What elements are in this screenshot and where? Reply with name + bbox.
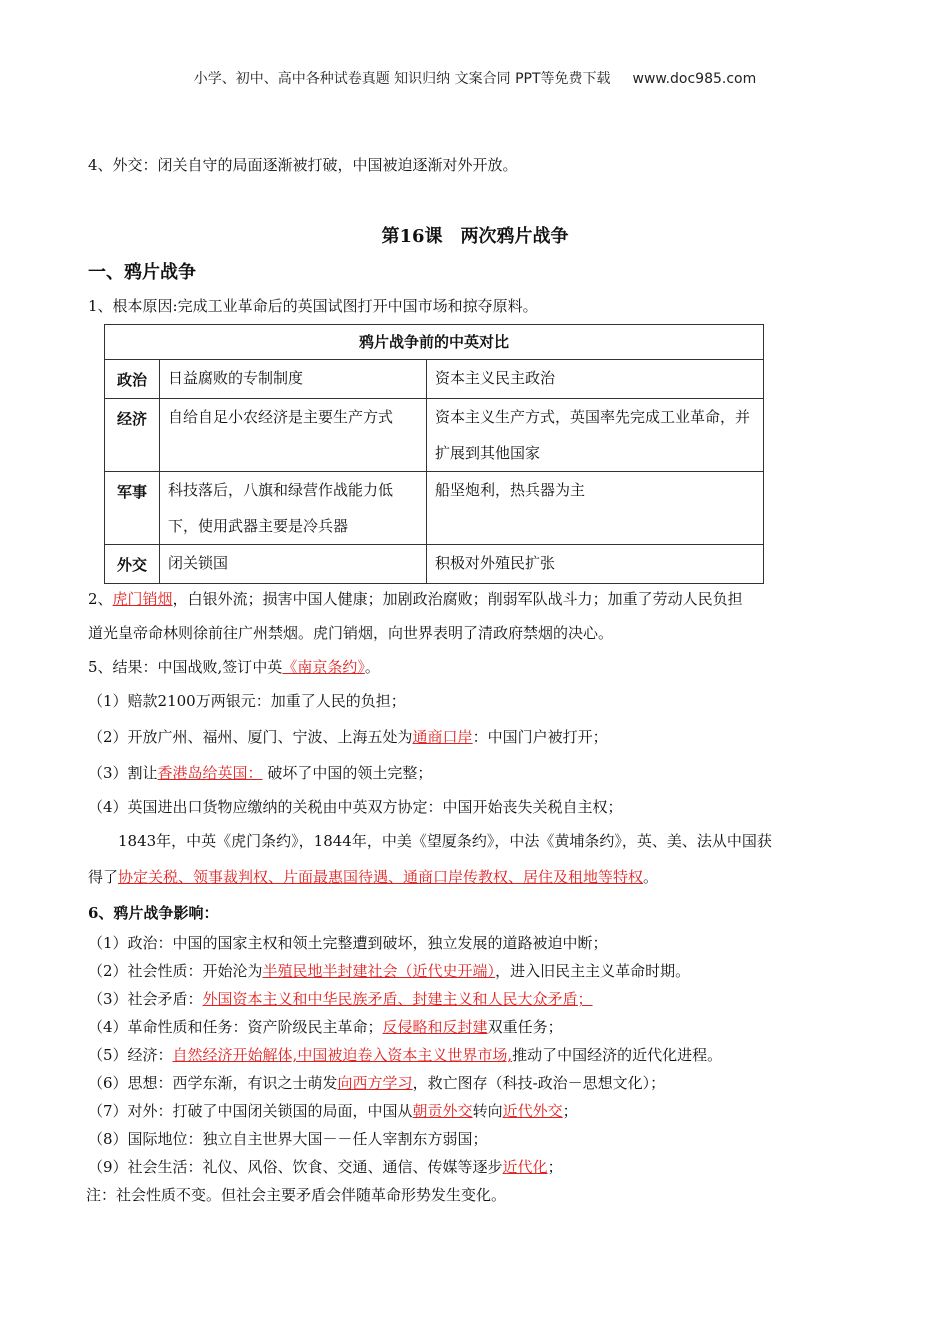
impact-item-2	[88, 960, 890, 982]
i4-prefix: （4）革命性质和任务：资产阶级民主革命；	[88, 1018, 383, 1036]
impact-heading: 6、鸦片战争影响：	[88, 904, 219, 922]
note-line: 注：社会性质不变。但社会主要矛盾会伴随革命形势发生变化。	[86, 1186, 507, 1204]
t2-highlight: 通商口岸	[412, 728, 473, 746]
i7-suffix: ；	[562, 1102, 578, 1120]
page-header	[0, 68, 950, 88]
i9-highlight: 近代化	[502, 1158, 548, 1176]
header-text: 小学、初中、高中各种试卷真题 知识归纳 文案合同 PPT等免费下载	[193, 71, 611, 87]
p5-highlight: 《南京条约》	[282, 658, 365, 676]
t5b-suffix: 。	[643, 868, 659, 886]
t2-suffix: ：中国门户被打开；	[472, 728, 608, 746]
i4-suffix: 双重任务；	[487, 1018, 563, 1036]
treaty-item-3	[88, 762, 890, 784]
p2-rest: ，白银外流；损害中国人健康；加剧政治腐败；削弱军队战斗力；加重了劳动人民负担	[172, 590, 743, 608]
impact-item-4	[88, 1016, 890, 1038]
britain-cell: 资本主义生产方式，英国率先完成工业革命，并扩展到其他国家	[427, 399, 764, 472]
p2-highlight: 虎门销烟	[112, 590, 173, 608]
header-site[interactable]: www.doc985.com	[632, 71, 757, 87]
i2-prefix: （2）社会性质：开始沦为	[88, 962, 263, 980]
i4-highlight: 反侵略和反封建	[382, 1018, 488, 1036]
paragraph-2b: 道光皇帝命林则徐前往广州禁烟。虎门销烟，向世界表明了清政府禁烟的决心。	[88, 624, 614, 642]
i5-prefix: （5）经济：	[88, 1046, 173, 1064]
i6-suffix: ，救亡图存（科技-政治－思想文化）；	[412, 1074, 666, 1092]
t2-prefix: （2）开放广州、福州、厦门、宁波、上海五处为	[88, 728, 413, 746]
intro-line: 4、外交：闭关自守的局面逐渐被打破，中国被迫逐渐对外开放。	[88, 156, 518, 174]
section-heading: 一、鸦片战争	[88, 262, 196, 283]
cause-line: 1、根本原因:完成工业革命后的英国试图打开中国市场和掠夺原料。	[88, 297, 538, 315]
china-cell: 日益腐败的专制制度	[160, 360, 427, 399]
i7-highlight-1: 朝贡外交	[412, 1102, 473, 1120]
t5b-highlight: 协定关税、领事裁判权、片面最惠国待遇、通商口岸传教权、居住及租地等特权	[118, 868, 644, 886]
p5-prefix: 5、结果：中国战败,签订中英	[88, 658, 283, 676]
i7-prefix: （7）对外：打破了中国闭关锁国的局面，中国从	[88, 1102, 413, 1120]
t5b-prefix: 得了	[88, 868, 119, 886]
impact-item-7	[88, 1100, 890, 1122]
t3-suffix: 破坏了中国的领土完整；	[262, 764, 433, 782]
i7-highlight-2: 近代外交	[502, 1102, 563, 1120]
paragraph-5	[88, 656, 890, 678]
impact-item-1: （1）政治：中国的国家主权和领土完整遭到破坏，独立发展的道路被迫中断；	[88, 934, 608, 952]
lesson-title: 第16课 两次鸦片战争	[381, 226, 569, 247]
impact-item-5	[88, 1044, 890, 1066]
row-key: 政治	[105, 360, 160, 399]
i6-highlight: 向西方学习	[337, 1074, 413, 1092]
comparison-table	[104, 324, 764, 584]
p2-prefix: 2、	[88, 590, 113, 608]
paragraph-2	[88, 588, 890, 610]
table-caption: 鸦片战争前的中英对比	[105, 325, 764, 360]
china-cell: 闭关锁国	[160, 545, 427, 584]
i2-suffix: ，进入旧民主主义革命时期。	[495, 962, 691, 980]
i6-prefix: （6）思想：西学东渐，有识之士萌发	[88, 1074, 338, 1092]
i9-suffix: ；	[547, 1158, 563, 1176]
i7-mid: 转向	[472, 1102, 503, 1120]
treaty-item-4: （4）英国进出口货物应缴纳的关税由中英双方协定：中国开始丧失关税自主权；	[88, 798, 623, 816]
impact-item-9	[88, 1156, 890, 1178]
britain-cell: 船坚炮利，热兵器为主	[427, 472, 764, 545]
t3-highlight: 香港岛给英国：	[157, 764, 263, 782]
row-key: 外交	[105, 545, 160, 584]
row-key: 军事	[105, 472, 160, 545]
i5-highlight: 自然经济开始解体,中国被迫卷入资本主义世界市场,	[172, 1046, 513, 1064]
i5-suffix: 推动了中国经济的近代化进程。	[512, 1046, 723, 1064]
treaty-item-1: （1）赔款2100万两银元：加重了人民的负担；	[88, 692, 406, 710]
impact-item-3	[88, 988, 890, 1010]
row-key: 经济	[105, 399, 160, 472]
p5-suffix: 。	[364, 658, 380, 676]
treaty-item-5a: 1843年，中英《虎门条约》，1844年，中美《望厦条约》，中法《黄埔条约》，英、美、法从中国获	[118, 832, 772, 850]
i9-prefix: （9）社会生活：礼仪、风俗、饮食、交通、通信、传媒等逐步	[88, 1158, 503, 1176]
treaty-item-2	[88, 726, 890, 748]
treaty-item-5b	[88, 866, 890, 888]
table-row	[105, 360, 764, 399]
t3-prefix: （3）割让	[88, 764, 158, 782]
china-cell: 自给自足小农经济是主要生产方式	[160, 399, 427, 472]
i3-highlight: 外国资本主义和中华民族矛盾、封建主义和人民大众矛盾；	[202, 990, 593, 1008]
impact-item-6	[88, 1072, 890, 1094]
impact-item-8: （8）国际地位：独立自主世界大国－－任人宰割东方弱国；	[88, 1130, 488, 1148]
china-cell: 科技落后，八旗和绿营作战能力低下，使用武器主要是冷兵器	[160, 472, 427, 545]
britain-cell: 积极对外殖民扩张	[427, 545, 764, 584]
table-row	[105, 545, 764, 584]
table-row	[105, 399, 764, 472]
i2-highlight: 半殖民地半封建社会（近代史开端）	[262, 962, 496, 980]
table-row	[105, 472, 764, 545]
britain-cell: 资本主义民主政治	[427, 360, 764, 399]
i3-prefix: （3）社会矛盾：	[88, 990, 203, 1008]
